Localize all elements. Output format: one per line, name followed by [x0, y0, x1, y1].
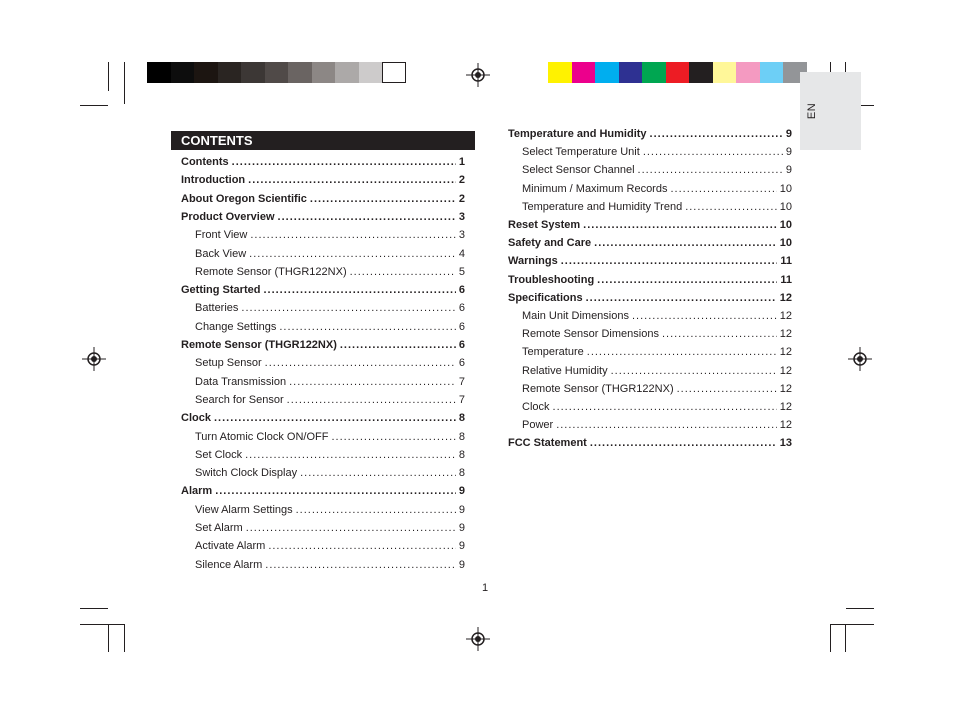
toc-leader-dots: [289, 376, 456, 388]
toc-entry-label: Temperature: [522, 346, 584, 359]
toc-leader-dots: [553, 401, 777, 413]
toc-entry-page: 9: [458, 540, 465, 553]
toc-subentry[interactable]: [522, 328, 792, 340]
toc-leader-dots: [265, 357, 456, 369]
toc-leader-dots: [214, 412, 456, 424]
toc-entry-label: Search for Sensor: [195, 393, 284, 406]
toc-entry-label: Product Overview: [181, 210, 275, 223]
toc-entry-page: 12: [779, 291, 792, 304]
toc-entry-label: Power: [522, 419, 554, 432]
toc-entry-page: 7: [458, 393, 465, 406]
color-swatch: [666, 62, 690, 83]
toc-entry-label: Remote Sensor (THGR122NX): [522, 382, 674, 395]
toc-subentry[interactable]: [522, 183, 792, 195]
toc-subentry[interactable]: [195, 540, 465, 552]
toc-entry-label: Change Settings: [195, 320, 277, 333]
toc-leader-dots: [250, 229, 456, 241]
toc-subentry[interactable]: [195, 449, 465, 461]
toc-entry-page: 6: [458, 320, 465, 333]
color-swatch: [218, 62, 242, 83]
toc-entry-page: 1: [458, 156, 465, 168]
toc-entry-page: 9: [785, 128, 792, 140]
toc-leader-dots: [597, 274, 777, 286]
toc-subentry[interactable]: [522, 146, 792, 158]
toc-entry-label: Remote Sensor (THGR122NX): [195, 265, 347, 278]
toc-entry-page: 9: [785, 146, 792, 159]
toc-subentry[interactable]: [195, 522, 465, 534]
color-swatch: [548, 62, 572, 83]
toc-entry-page: 2: [458, 174, 465, 187]
toc-entry-label: Select Sensor Channel: [522, 164, 635, 177]
toc-entry-label: Safety and Care: [508, 237, 592, 250]
toc-entry-page: 3: [458, 210, 465, 223]
toc-entry-label: Set Clock: [195, 448, 243, 461]
color-swatch: [382, 62, 406, 83]
toc-leader-dots: [246, 522, 456, 534]
toc-entry-page: 13: [779, 437, 792, 450]
toc-entry[interactable]: [508, 292, 792, 304]
toc-leader-dots: [556, 419, 777, 431]
color-swatch: [760, 62, 784, 83]
color-swatch: [335, 62, 359, 83]
toc-entry-page: 8: [458, 430, 465, 443]
toc-leader-dots: [586, 292, 777, 304]
registration-mark-icon: [848, 347, 872, 371]
toc-entry-label: Reset System: [508, 219, 581, 231]
toc-leader-dots: [587, 346, 777, 358]
toc-leader-dots: [300, 467, 456, 479]
toc-leader-dots: [638, 164, 783, 176]
toc-entry-label: Batteries: [195, 302, 239, 315]
color-swatch: [359, 62, 383, 83]
toc-subentry[interactable]: [195, 302, 465, 314]
toc-entry-page: 5: [458, 265, 465, 278]
toc-entry-label: Temperature and Humidity: [508, 128, 647, 140]
toc-entry[interactable]: [508, 128, 792, 140]
language-tab: [800, 72, 861, 150]
color-swatch: [713, 62, 737, 83]
toc-leader-dots: [265, 559, 456, 571]
toc-entry-label: Warnings: [508, 255, 558, 268]
color-swatch: [736, 62, 760, 83]
toc-entry-page: 12: [779, 364, 792, 377]
toc-leader-dots: [287, 394, 456, 406]
toc-leader-dots: [278, 211, 456, 223]
color-swatch: [595, 62, 619, 83]
registration-mark-icon: [466, 627, 490, 651]
toc-entry[interactable]: [181, 174, 465, 186]
toc-leader-dots: [310, 193, 456, 205]
toc-subentry[interactable]: [195, 266, 465, 278]
toc-subentry[interactable]: [522, 164, 792, 176]
toc-entry-page: 8: [458, 467, 465, 480]
color-swatch: [689, 62, 713, 83]
toc-entry-page: 8: [458, 412, 465, 425]
color-swatch: [642, 62, 666, 83]
toc-subentry[interactable]: [195, 394, 465, 406]
color-swatch: [572, 62, 596, 83]
toc-entry-label: Temperature and Humidity Trend: [522, 200, 683, 213]
toc-entry[interactable]: [181, 412, 465, 424]
toc-entry[interactable]: [181, 156, 465, 168]
toc-leader-dots: [296, 504, 456, 516]
toc-entry-page: 9: [458, 485, 465, 498]
toc-entry[interactable]: [181, 339, 465, 351]
toc-entry-page: 11: [780, 273, 792, 286]
toc-entry-label: FCC Statement: [508, 437, 587, 450]
toc-entry-label: Remote Sensor Dimensions: [522, 328, 659, 341]
toc-subentry[interactable]: [522, 401, 792, 413]
toc-entry-label: Relative Humidity: [522, 364, 608, 377]
toc-entry[interactable]: [181, 193, 465, 205]
toc-entry-page: 3: [458, 229, 465, 242]
toc-entry-label: Activate Alarm: [195, 540, 266, 553]
toc-entry-page: 6: [458, 302, 465, 315]
toc-subentry[interactable]: [195, 467, 465, 479]
color-swatch: [288, 62, 312, 83]
toc-leader-dots: [245, 449, 456, 461]
toc-entry-label: Back View: [195, 247, 247, 260]
language-tab-label: EN: [806, 102, 818, 120]
toc-entry-page: 12: [779, 310, 792, 322]
toc-entry-page: 10: [779, 200, 792, 213]
contents-heading: CONTENTS: [171, 131, 475, 150]
toc-entry-label: About Oregon Scientific: [181, 192, 307, 205]
toc-subentry[interactable]: [195, 321, 465, 333]
toc-entry-page: 7: [458, 375, 465, 388]
toc-subentry[interactable]: [195, 248, 465, 260]
toc-leader-dots: [248, 174, 456, 186]
toc-entry-label: Specifications: [508, 291, 583, 304]
toc-entry-page: 10: [779, 182, 792, 195]
toc-subentry[interactable]: [195, 559, 465, 571]
color-swatch: [265, 62, 289, 83]
toc-leader-dots: [263, 284, 455, 296]
toc-entry-label: Remote Sensor (THGR122NX): [181, 339, 337, 351]
toc-leader-dots: [677, 383, 777, 395]
toc-entry-page: 9: [785, 164, 792, 177]
toc-entry-page: 12: [779, 346, 792, 359]
toc-leader-dots: [561, 255, 778, 267]
toc-leader-dots: [590, 437, 777, 449]
toc-entry-page: 6: [458, 339, 465, 351]
toc-subentry[interactable]: [195, 431, 465, 443]
color-swatch: [194, 62, 218, 83]
toc-entry-page: 10: [779, 219, 792, 231]
toc-entry[interactable]: [508, 255, 792, 267]
toc-entry-label: Main Unit Dimensions: [522, 310, 629, 322]
toc-entry-label: Contents: [181, 156, 229, 168]
toc-leader-dots: [632, 310, 777, 322]
toc-entry-page: 8: [458, 448, 465, 461]
toc-leader-dots: [670, 183, 776, 195]
toc-leader-dots: [241, 302, 455, 314]
toc-entry-page: 11: [780, 255, 792, 268]
registration-mark-icon: [82, 347, 106, 371]
toc-leader-dots: [611, 365, 777, 377]
toc-entry-label: Clock: [181, 412, 211, 425]
toc-entry-page: 9: [458, 522, 465, 534]
toc-subentry[interactable]: [522, 383, 792, 395]
toc-entry-label: Select Temperature Unit: [522, 146, 640, 159]
toc-leader-dots: [268, 540, 456, 552]
toc-entry-label: Minimum / Maximum Records: [522, 182, 668, 195]
toc-entry-label: Set Alarm: [195, 522, 243, 534]
color-swatch: [147, 62, 171, 83]
toc-entry[interactable]: [508, 219, 792, 231]
toc-entry-page: 12: [779, 382, 792, 395]
toc-entry-page: 12: [779, 401, 792, 413]
toc-subentry[interactable]: [522, 201, 792, 213]
toc-entry-label: Getting Started: [181, 284, 261, 297]
toc-entry-page: 12: [779, 328, 792, 341]
toc-entry-label: Troubleshooting: [508, 273, 595, 286]
toc-entry[interactable]: [181, 211, 465, 223]
toc-entry-page: 6: [458, 357, 465, 370]
toc-subentry[interactable]: [522, 419, 792, 431]
toc-subentry[interactable]: [195, 376, 465, 388]
toc-leader-dots: [685, 201, 777, 213]
toc-leader-dots: [232, 156, 456, 168]
toc-entry-label: Introduction: [181, 174, 246, 187]
toc-entry-label: Data Transmission: [195, 375, 287, 388]
toc-subentry[interactable]: [195, 229, 465, 241]
color-swatch: [241, 62, 265, 83]
toc-leader-dots: [643, 146, 783, 158]
toc-leader-dots: [215, 485, 456, 497]
toc-leader-dots: [594, 237, 777, 249]
toc-leader-dots: [340, 339, 456, 351]
toc-leader-dots: [350, 266, 456, 278]
toc-entry[interactable]: [508, 274, 792, 286]
toc-entry-label: Setup Sensor: [195, 357, 262, 370]
toc-subentry[interactable]: [195, 357, 465, 369]
toc-leader-dots: [249, 248, 456, 260]
toc-entry-label: Clock: [522, 401, 550, 413]
toc-entry-page: 2: [458, 192, 465, 205]
toc-entry-page: 4: [458, 247, 465, 260]
color-swatch: [171, 62, 195, 83]
toc-entry-page: 9: [458, 503, 465, 516]
toc-entry-label: Front View: [195, 229, 248, 242]
toc-entry[interactable]: [508, 437, 792, 449]
color-swatch: [619, 62, 643, 83]
toc-entry-page: 12: [779, 419, 792, 432]
toc-subentry[interactable]: [522, 346, 792, 358]
toc-subentry[interactable]: [195, 504, 465, 516]
toc-entry[interactable]: [181, 284, 465, 296]
registration-mark-icon: [466, 63, 490, 87]
toc-leader-dots: [650, 128, 783, 140]
toc-entry[interactable]: [181, 485, 465, 497]
toc-subentry[interactable]: [522, 310, 792, 322]
toc-entry-label: View Alarm Settings: [195, 503, 293, 516]
toc-entry-label: Switch Clock Display: [195, 467, 298, 480]
toc-entry-page: 6: [458, 284, 465, 297]
page-number: 1: [482, 582, 489, 594]
toc-leader-dots: [331, 431, 455, 443]
toc-entry-page: 9: [458, 558, 465, 571]
toc-leader-dots: [583, 219, 777, 231]
toc-entry-label: Turn Atomic Clock ON/OFF: [195, 430, 329, 443]
color-swatch: [312, 62, 336, 83]
toc-entry[interactable]: [508, 237, 792, 249]
toc-subentry[interactable]: [522, 365, 792, 377]
toc-entry-label: Alarm: [181, 485, 213, 498]
toc-leader-dots: [279, 321, 456, 333]
toc-entry-label: Silence Alarm: [195, 558, 263, 571]
toc-entry-page: 10: [779, 237, 792, 250]
toc-leader-dots: [662, 328, 777, 340]
